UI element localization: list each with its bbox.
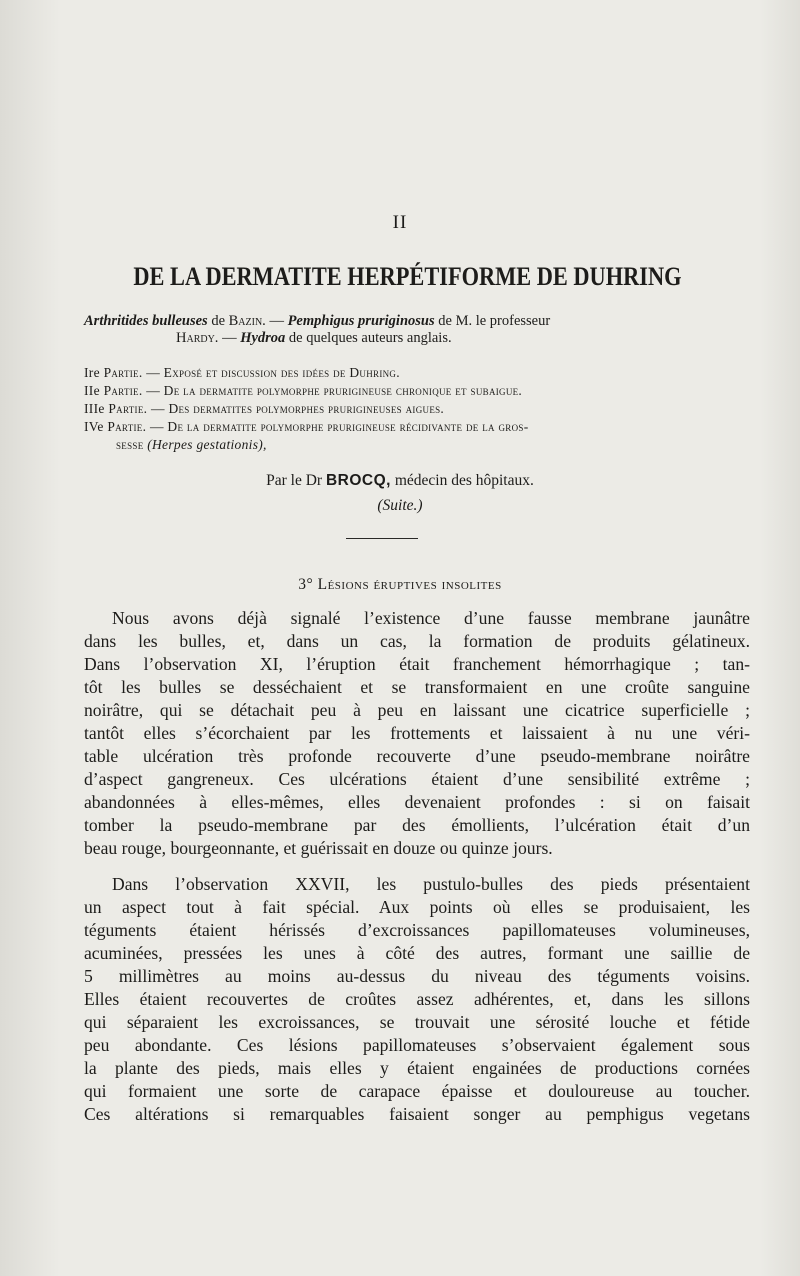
part-label: Partie. — Exposé et discussion des idées de Duhring. [103,365,400,380]
subtitle-dash-2: — [222,330,237,346]
text-line: téguments étaient hérissés d’excroissances papillomateuses volumineuses, [84,920,750,940]
byline-suffix: médecin des hôpitaux. [394,472,534,489]
text-line: d’aspect gangreneux. Ces ulcérations étaient d’une sensibilité extrême ; [84,769,750,789]
part-number: IVe [84,419,104,434]
text-line: Dans l’observation XXVII, les pustulo-bulles des pieds présentaient [112,874,750,894]
text-line: abandonnées à elles-mêmes, elles devenaient profondes : si on faisait [84,792,750,812]
part-number: IIIe [84,401,105,416]
text-line: peu abondante. Ces lésions papillomateuses s’observaient également sous [84,1035,750,1055]
text-line: qui séparaient les excroissances, se trouvait une sérosité louche et fétide [84,1012,750,1032]
continuation-note: (Suite.) [377,497,423,514]
text-line: Nous avons déjà signalé l’existence d’une fausse membrane jaunâtre [112,608,750,628]
section-heading: 3° Lésions éruptives insolites [298,576,502,593]
subtitle-de-2: de M. le professeur [438,313,551,329]
subtitle-dash-1: — [269,313,284,329]
text-line: tantôt elles s’écorchaient par les frottements et laissaient à nu une véri- [84,723,750,743]
page-edge-shadow-right [760,0,800,1276]
subtitle-author-2: Hardy. [176,330,219,346]
separator-rule [346,538,418,539]
part-item [84,364,764,382]
text-line: dans les bulles, et, dans un cas, la formation de produits gélatineux. [84,631,750,651]
text-line: un aspect tout à fait spécial. Aux points où elles se produisaient, les [84,897,750,917]
part-item [84,418,764,436]
part-item [84,400,764,418]
subtitle-de-1: de [211,313,225,329]
subtitle-line-2 [176,329,800,347]
part-continuation-text: sesse [116,437,144,452]
text-line: Dans l’observation XI, l’éruption était franchement hémorrhagique ; tan- [84,654,750,674]
part-label: Partie. — De la dermatite polymorphe prurigineuse récidivante de la gros- [107,419,529,434]
text-line: beau rouge, bourgeonnante, et guérissait en douze ou quinze jours. [84,838,553,858]
text-line: tôt les bulles se desséchaient et se transformaient en une croûte sanguine [84,677,750,697]
text-line: acuminées, pressées les unes à côté des autres, formant une saillie de [84,943,750,963]
text-line: Elles étaient recouvertes de croûtes assez adhérentes, et, dans les sillons [84,989,750,1009]
subtitle-line-1 [84,312,744,330]
part-label: Partie. — Des dermatites polymorphes prurigineuses aigues. [108,401,445,416]
text-line: qui formaient une sorte de carapace épaisse et douloureuse au toucher. [84,1081,750,1101]
part-label: Partie. — De la dermatite polymorphe prurigineuse chronique et subaigue. [103,383,523,398]
byline-author: BROCQ, [325,472,391,489]
text-line: la plante des pieds, mais elles y étaient engainées de productions cornées [84,1058,750,1078]
subtitle-term-2: Pemphigus pruriginosus [287,313,435,329]
part-continuation-italic: (Herpes gestationis), [147,437,267,452]
subtitle-author-1: Bazin. [228,313,266,329]
part-number: Ire [84,365,100,380]
subtitle-term-1: Arthritides bulleuses [84,313,208,329]
part-item-continuation [84,436,764,454]
subtitle-rest: de quelques auteurs anglais. [288,330,452,346]
text-line: Ces altérations si remarquables faisaient songer au pemphigus vegetans [84,1104,750,1124]
text-line: tomber la pseudo-membrane par des émollients, l’ulcération était d’un [84,815,750,835]
byline [0,472,800,490]
part-item [84,382,764,400]
text-line: 5 millimètres au moins au-dessus du niveau des téguments voisins. [84,966,750,986]
paragraph-2 [84,873,750,1126]
chapter-number: II [392,212,408,233]
part-number: IIe [84,383,100,398]
text-line: noirâtre, qui se détachait peu à peu en laissant une cicatrice superficielle ; [84,700,750,720]
parts-list [84,364,764,454]
text-line: table ulcération très profonde recouverte d’une pseudo-membrane noirâtre [84,746,750,766]
article-title: DE LA DERMATITE HERPÉTIFORME DE DUHRING [133,262,682,291]
byline-prefix: Par le Dr [266,472,323,489]
paragraph-1 [84,607,750,860]
subtitle-term-3: Hydroa [240,330,286,346]
page-edge-shadow-left [0,0,60,1276]
